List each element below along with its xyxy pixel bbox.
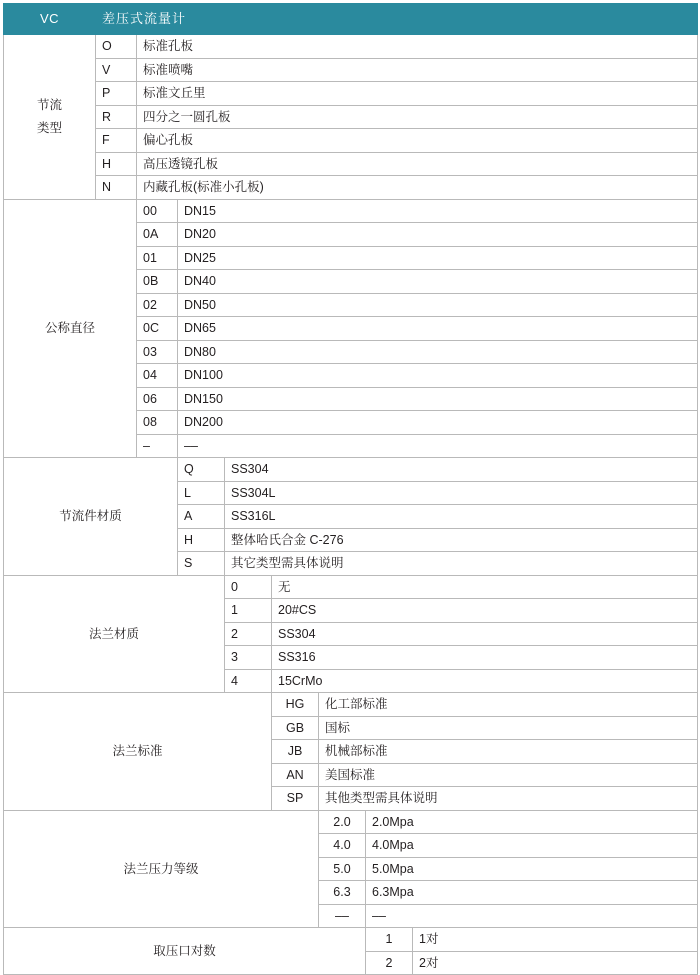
desc-cell: DN50 — [178, 293, 698, 317]
code-cell: 1 — [225, 599, 272, 623]
code-cell: 02 — [137, 293, 178, 317]
desc-cell: 20#CS — [272, 599, 698, 623]
code-cell: SP — [272, 787, 319, 811]
desc-cell: SS316 — [272, 646, 698, 670]
desc-cell: 美国标准 — [319, 763, 698, 787]
group-label-throttle-type: 节流 类型 — [4, 35, 96, 200]
table-row — [4, 176, 698, 200]
desc-cell: 高压透镜孔板 — [137, 152, 698, 176]
desc-cell: 标准文丘里 — [137, 82, 698, 106]
group-label-flange-material: 法兰材质 — [4, 575, 225, 693]
desc-cell: DN65 — [178, 317, 698, 341]
table-header-row — [4, 4, 698, 35]
desc-cell: 其它类型需具体说明 — [225, 552, 698, 576]
code-cell: 4 — [225, 669, 272, 693]
group-label-flange-pressure-rating: 法兰压力等级 — [4, 810, 319, 928]
desc-cell: DN150 — [178, 387, 698, 411]
code-cell: 2 — [225, 622, 272, 646]
code-cell: H — [178, 528, 225, 552]
model-code-table — [3, 3, 698, 975]
code-cell: HG — [272, 693, 319, 717]
code-cell: V — [96, 58, 137, 82]
desc-cell: DN15 — [178, 199, 698, 223]
desc-cell: 四分之一圆孔板 — [137, 105, 698, 129]
desc-cell: SS304 — [272, 622, 698, 646]
desc-cell: 标准孔板 — [137, 35, 698, 59]
code-cell: –– — [319, 904, 366, 928]
desc-cell: 15CrMo — [272, 669, 698, 693]
table-row — [4, 105, 698, 129]
desc-cell: DN20 — [178, 223, 698, 247]
code-cell: 01 — [137, 246, 178, 270]
code-cell: Q — [178, 458, 225, 482]
desc-cell: SS316L — [225, 505, 698, 529]
code-cell: 06 — [137, 387, 178, 411]
group-label-throttle-material: 节流件材质 — [4, 458, 178, 576]
code-cell: – — [137, 434, 178, 458]
code-cell: AN — [272, 763, 319, 787]
desc-cell: 1对 — [413, 928, 698, 952]
desc-cell: DN40 — [178, 270, 698, 294]
desc-cell: 偏心孔板 — [137, 129, 698, 153]
code-cell: 6.3 — [319, 881, 366, 905]
desc-cell: SS304L — [225, 481, 698, 505]
code-cell: P — [96, 82, 137, 106]
code-cell: H — [96, 152, 137, 176]
desc-cell: 整体哈氏合金 C-276 — [225, 528, 698, 552]
code-cell: 1 — [366, 928, 413, 952]
code-cell: 0C — [137, 317, 178, 341]
desc-cell: 4.0Mpa — [366, 834, 698, 858]
table-row — [4, 575, 698, 599]
desc-cell: 化工部标准 — [319, 693, 698, 717]
table-row — [4, 35, 698, 59]
code-cell: 0 — [225, 575, 272, 599]
code-cell: 5.0 — [319, 857, 366, 881]
desc-cell: DN100 — [178, 364, 698, 388]
desc-cell: 6.3Mpa — [366, 881, 698, 905]
code-cell: 04 — [137, 364, 178, 388]
code-cell: F — [96, 129, 137, 153]
code-cell: L — [178, 481, 225, 505]
desc-cell: –– — [366, 904, 698, 928]
code-cell: GB — [272, 716, 319, 740]
table-row — [4, 693, 698, 717]
desc-cell: 标准喷嘴 — [137, 58, 698, 82]
group-label-nominal-diameter: 公称直径 — [4, 199, 137, 458]
header-code: VC — [4, 4, 96, 35]
code-cell: N — [96, 176, 137, 200]
code-cell: O — [96, 35, 137, 59]
group-label-pressure-tap-pairs: 取压口对数 — [4, 928, 366, 975]
desc-cell: 5.0Mpa — [366, 857, 698, 881]
code-cell: 03 — [137, 340, 178, 364]
code-cell: A — [178, 505, 225, 529]
code-cell: 0B — [137, 270, 178, 294]
table-row — [4, 129, 698, 153]
header-title: 差压式流量计 — [96, 4, 698, 35]
table-row — [4, 82, 698, 106]
group-label-flange-standard: 法兰标准 — [4, 693, 272, 811]
table-row — [4, 199, 698, 223]
code-cell: 3 — [225, 646, 272, 670]
table-row — [4, 152, 698, 176]
desc-cell: DN80 — [178, 340, 698, 364]
code-cell: S — [178, 552, 225, 576]
table-row — [4, 458, 698, 482]
code-cell: 2 — [366, 951, 413, 975]
desc-cell: 国标 — [319, 716, 698, 740]
desc-cell: 无 — [272, 575, 698, 599]
desc-cell: 内藏孔板(标准小孔板) — [137, 176, 698, 200]
code-cell: 00 — [137, 199, 178, 223]
table-row — [4, 58, 698, 82]
code-cell: 08 — [137, 411, 178, 435]
code-cell: 0A — [137, 223, 178, 247]
table-row — [4, 928, 698, 952]
code-cell: 2.0 — [319, 810, 366, 834]
desc-cell: DN200 — [178, 411, 698, 435]
desc-cell: 2.0Mpa — [366, 810, 698, 834]
spec-sheet — [0, 3, 700, 970]
desc-cell: SS304 — [225, 458, 698, 482]
table-row — [4, 810, 698, 834]
desc-cell: DN25 — [178, 246, 698, 270]
desc-cell: 其他类型需具体说明 — [319, 787, 698, 811]
desc-cell: –– — [178, 434, 698, 458]
code-cell: JB — [272, 740, 319, 764]
code-cell: R — [96, 105, 137, 129]
desc-cell: 机械部标准 — [319, 740, 698, 764]
desc-cell: 2对 — [413, 951, 698, 975]
code-cell: 4.0 — [319, 834, 366, 858]
